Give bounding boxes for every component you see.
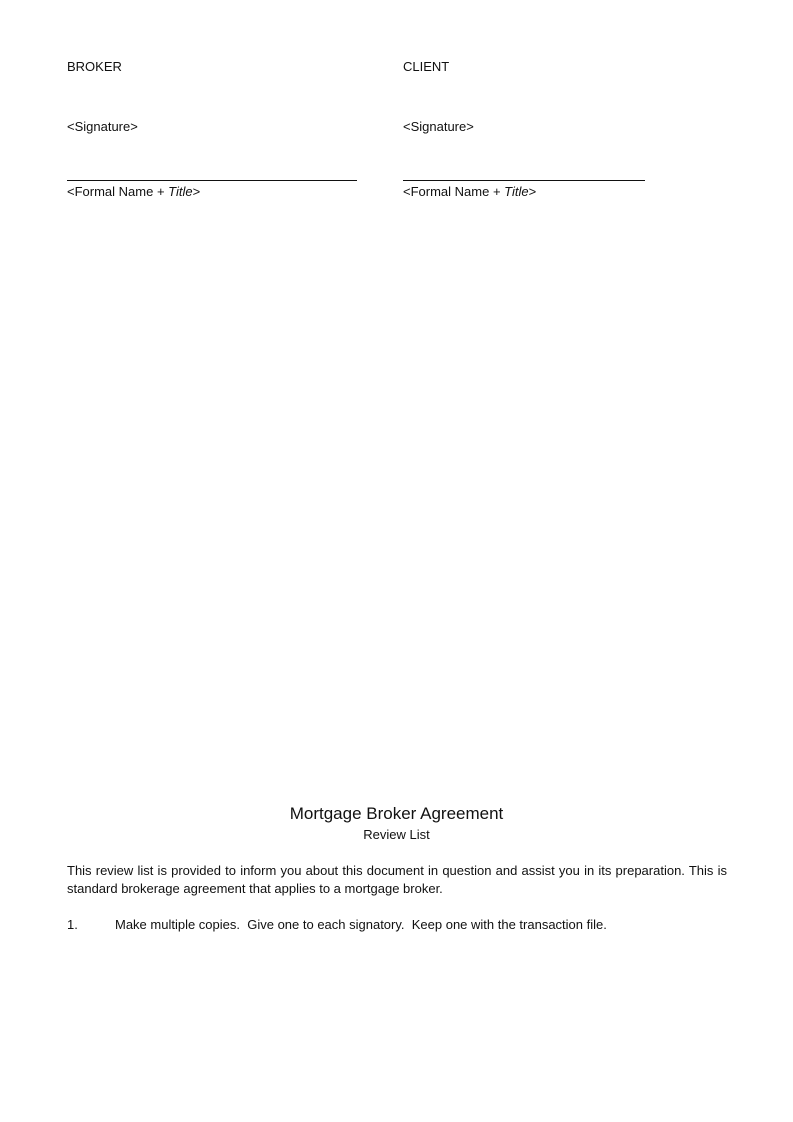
document-subtitle: Review List bbox=[363, 827, 430, 842]
broker-name-suffix: > bbox=[192, 184, 201, 199]
broker-signature-line bbox=[67, 180, 357, 181]
client-name-prefix: <Formal Name + bbox=[403, 184, 505, 199]
client-formal-name bbox=[403, 184, 536, 199]
broker-name-title: Title bbox=[168, 184, 193, 199]
client-name-suffix: > bbox=[528, 184, 537, 199]
client-signature-line bbox=[403, 180, 645, 181]
broker-label: BROKER bbox=[67, 59, 122, 74]
broker-name-prefix: <Formal Name + bbox=[67, 184, 169, 199]
list-item-number: 1. bbox=[67, 917, 78, 932]
intro-paragraph: This review list is provided to inform you about this document in question and assist you in its preparation. This is standard brokerage agreement that applies to a mortgage broker. bbox=[67, 863, 727, 896]
client-signature-placeholder: <Signature> bbox=[403, 119, 474, 134]
broker-formal-name bbox=[67, 184, 200, 199]
document-title: Mortgage Broker Agreement bbox=[289, 804, 504, 823]
broker-signature-placeholder: <Signature> bbox=[67, 119, 138, 134]
list-item-text: Make multiple copies. Give one to each signatory. Keep one with the transaction file. bbox=[115, 917, 607, 932]
client-name-title: Title bbox=[504, 184, 529, 199]
client-label: CLIENT bbox=[403, 59, 450, 74]
